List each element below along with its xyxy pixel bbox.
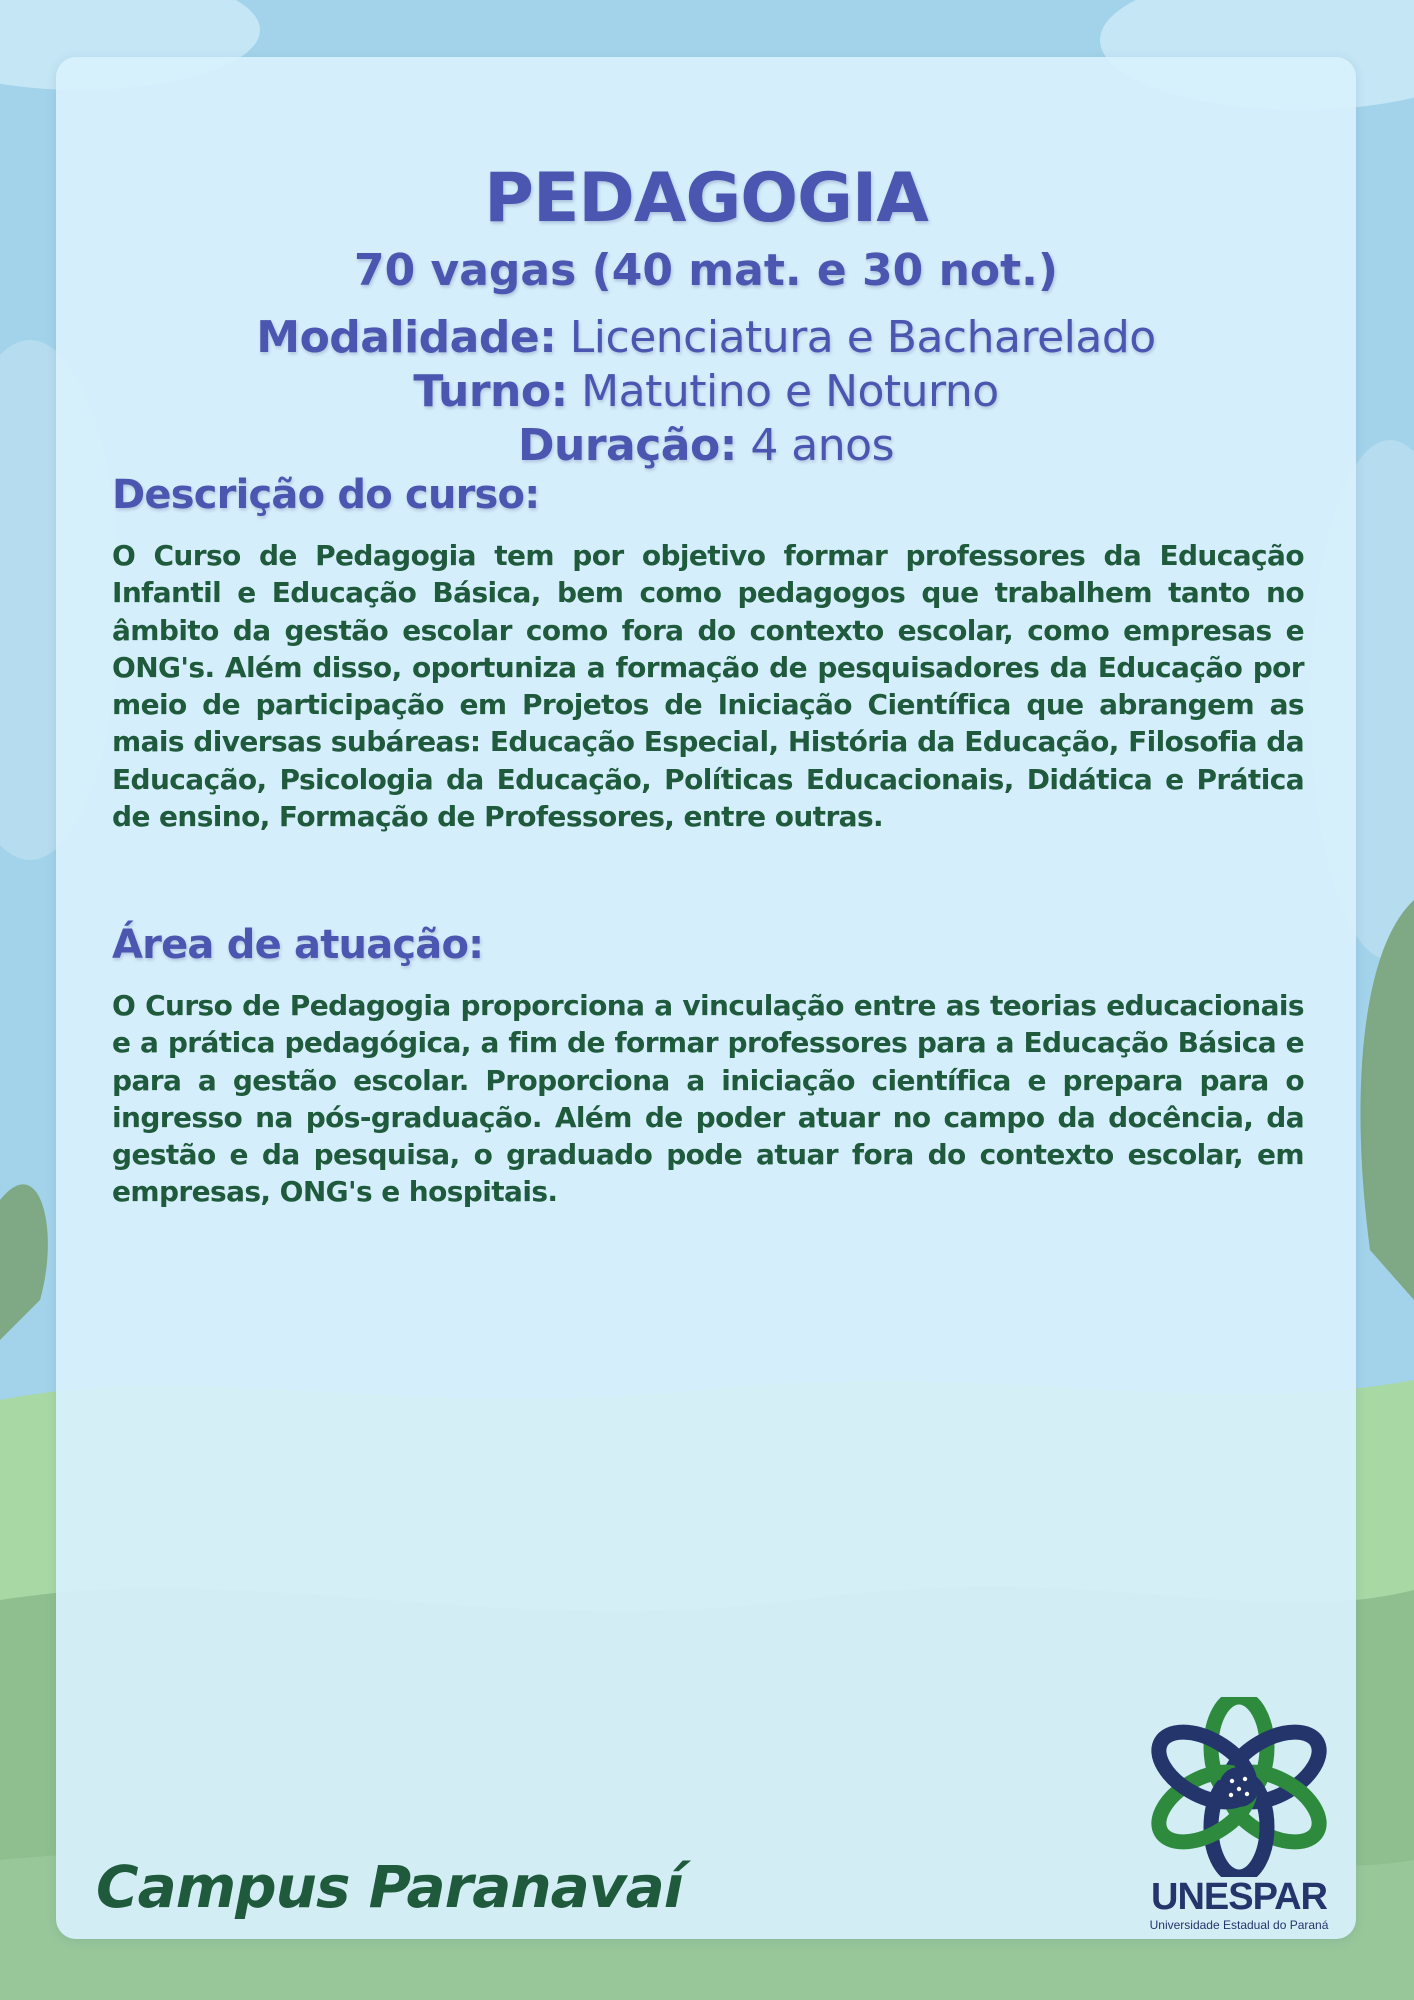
duration-label: Duração: — [517, 420, 737, 471]
logo-subtitle: Universidade Estadual do Paraná — [1149, 1918, 1329, 1932]
description-text: O Curso de Pedagogia tem por objetivo formar professores da Educação Infantil e Educação Básica, bem como pedagogos que trabalhem tanto no âmbito da gestão escolar como fora do contexto escolar, como empresas e ONG's. Além disso, oportuniza a formação de pesquisadores da Educação por meio de participação em Projetos de Iniciação Científica que abrangem as mais diversas subáreas: Educação Especial, História da Educação, Filosofia da Educação, Psicologia da Educação, Políticas Educacionais, Didática e Prática de ensino, Formação de Professores, entre outras. — [112, 539, 1304, 834]
career-area-text: O Curso de Pedagogia proporciona a vinculação entre as teorias educacionais e a prática pedagógica, a fim de formar professores para a Educação Básica e para a gestão escolar. Proporciona a iniciação científica e prepara para o ingresso na pós-graduação. Além de poder atuar no campo da docência, da gestão e da pesquisa, o graduado pode atuar fora do contexto escolar, em empresas, ONG's e hospitais. — [112, 989, 1304, 1209]
description-heading: Descrição do curso: — [112, 472, 540, 518]
shift-value: Matutino e Noturno — [567, 366, 999, 417]
modality-line — [56, 311, 1356, 365]
shift-label: Turno: — [413, 366, 568, 417]
shift-line — [56, 365, 1356, 419]
duration-line — [56, 419, 1356, 473]
content-card — [56, 57, 1356, 1939]
modality-value: Licenciatura e Bacharelado — [556, 312, 1156, 363]
unespar-logo-icon — [1139, 1697, 1339, 1877]
course-title: PEDAGOGIA — [484, 159, 928, 238]
campus-name: Campus Paranavaí — [96, 1853, 683, 1921]
duration-value: 4 anos — [736, 420, 894, 471]
unespar-logo — [1139, 1697, 1339, 1937]
modality-label: Modalidade: — [256, 312, 557, 363]
course-header — [56, 157, 1356, 473]
vacancies-line: 70 vagas (40 mat. e 30 not.) — [354, 245, 1058, 296]
career-area-heading: Área de atuação: — [112, 922, 484, 968]
logo-wordmark: UNESPAR — [1151, 1876, 1327, 1918]
